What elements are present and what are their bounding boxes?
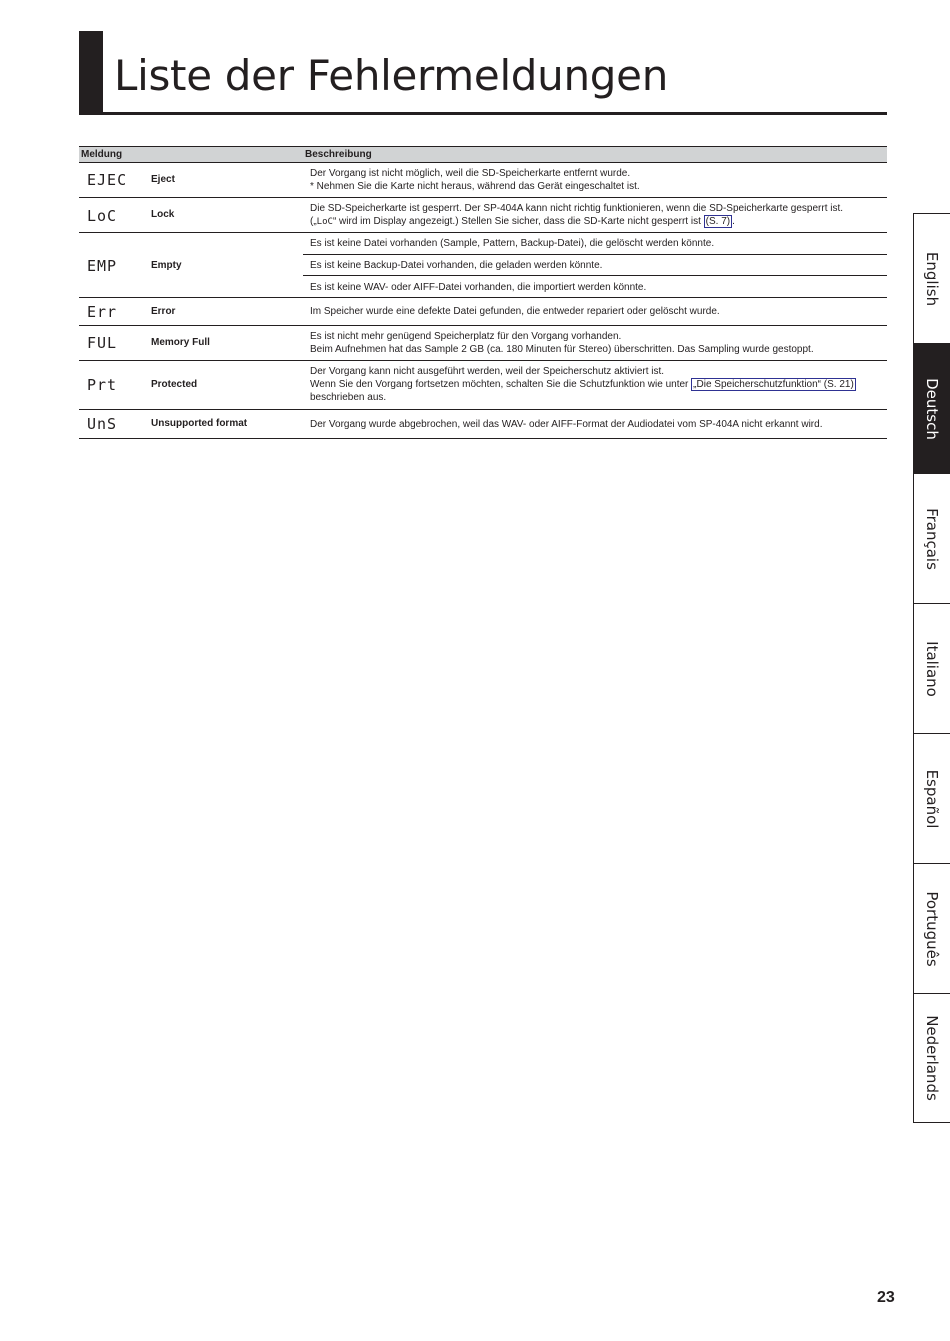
display-code: EJEC	[87, 171, 128, 189]
tab-espanol[interactable]	[913, 733, 950, 863]
description-line: * Nehmen Sie die Karte nicht heraus, während das Gerät eingeschaltet ist.	[310, 181, 640, 192]
message-name: Empty	[151, 260, 182, 271]
language-tabs	[913, 213, 950, 1123]
description-text: .	[732, 216, 735, 227]
display-code: EMP	[87, 257, 118, 275]
description	[310, 418, 883, 431]
description	[310, 202, 883, 229]
table-header	[79, 146, 887, 163]
description-line	[310, 215, 883, 229]
sub-row	[303, 254, 887, 276]
tab-label: Português	[923, 890, 941, 967]
tab-english[interactable]	[913, 213, 950, 343]
sub-row	[303, 275, 887, 298]
message-name: Unsupported format	[151, 418, 248, 429]
title-rule	[79, 112, 887, 115]
description-line	[310, 378, 883, 391]
description: Es ist keine WAV- oder AIFF-Datei vorhanden, die importiert werden könnte.	[310, 282, 647, 293]
page-number: 23	[877, 1289, 895, 1306]
description-line: Die SD-Speicherkarte ist gesperrt. Der SP-404A kann nicht richtig funktionieren, wenn die SD-Speicherkarte gesperrt ist.	[310, 203, 844, 214]
tab-italiano[interactable]	[913, 603, 950, 733]
description-line: Der Vorgang wurde abgebrochen, weil das WAV- oder AIFF-Format der Audiodatei vom SP-404A nicht erkannt wird.	[310, 419, 823, 430]
table-row	[79, 233, 887, 298]
message-name: Memory Full	[151, 337, 210, 348]
table-row	[79, 198, 887, 233]
error-message-table	[79, 146, 887, 439]
description-line: Es ist nicht mehr genügend Speicherplatz für den Vorgang vorhanden.	[310, 331, 622, 342]
display-code: UnS	[87, 415, 118, 433]
description-text: “ wird im Display angezeigt.) Stellen Sie sicher, dass die SD-Karte nicht gesperrt ist	[332, 216, 704, 227]
description	[310, 167, 883, 193]
description-line: Beim Aufnehmen hat das Sample 2 GB (ca. 180 Minuten für Stereo) überschritten. Das Sampling wurde gestoppt.	[310, 344, 814, 355]
table-row	[79, 361, 887, 410]
tab-deutsch[interactable]	[913, 343, 950, 473]
description-line: Im Speicher wurde eine defekte Datei gefunden, die entweder repariert oder gelöscht wurde.	[310, 306, 720, 317]
page-reference-link[interactable]: „Die Speicherschutzfunktion“ (S. 21)	[693, 379, 854, 390]
table-row	[79, 326, 887, 361]
page-title: Liste der Fehlermeldungen	[114, 51, 669, 100]
tab-label: Français	[923, 507, 941, 570]
tab-label: English	[923, 251, 941, 306]
description	[310, 365, 883, 404]
tab-label: Italiano	[923, 640, 941, 697]
description-text: („	[310, 216, 317, 227]
description-line: Der Vorgang kann nicht ausgeführt werden, weil der Speicherschutz aktiviert ist.	[310, 366, 665, 377]
display-code: LoC	[87, 207, 118, 225]
tab-label: Nederlands	[923, 1015, 941, 1101]
description-line: Der Vorgang ist nicht möglich, weil die SD-Speicherkarte entfernt wurde.	[310, 168, 631, 179]
description	[310, 305, 883, 318]
description	[310, 330, 883, 356]
message-name: Protected	[151, 379, 198, 390]
table-row	[79, 163, 887, 198]
description: Es ist keine Backup-Datei vorhanden, die geladen werden könnte.	[310, 260, 603, 271]
title-accent-bar	[79, 31, 103, 112]
description-text: Wenn Sie den Vorgang fortsetzen möchten, schalten Sie die Schutzfunktion wie unter	[310, 379, 692, 390]
message-name: Eject	[151, 174, 175, 185]
table-row	[79, 410, 887, 439]
header-message: Meldung	[81, 149, 123, 160]
description: Es ist keine Datei vorhanden (Sample, Pattern, Backup-Datei), die gelöscht werden könnte.	[310, 238, 715, 249]
lcd-text: LoC	[316, 217, 333, 227]
description-line: beschrieben aus.	[310, 392, 387, 403]
tab-francais[interactable]	[913, 473, 950, 603]
header-description: Beschreibung	[305, 149, 372, 160]
tab-portugues[interactable]	[913, 863, 950, 993]
page-reference-link[interactable]: (S. 7)	[705, 216, 731, 227]
tab-label: Español	[923, 769, 941, 828]
table-row	[79, 298, 887, 326]
tab-label: Deutsch	[923, 377, 941, 440]
sub-row	[303, 233, 887, 254]
message-name: Error	[151, 306, 176, 317]
display-code: FUL	[87, 334, 118, 352]
display-code: Err	[87, 303, 118, 321]
message-name: Lock	[151, 209, 175, 220]
tab-nederlands[interactable]	[913, 993, 950, 1123]
display-code: Prt	[87, 376, 118, 394]
